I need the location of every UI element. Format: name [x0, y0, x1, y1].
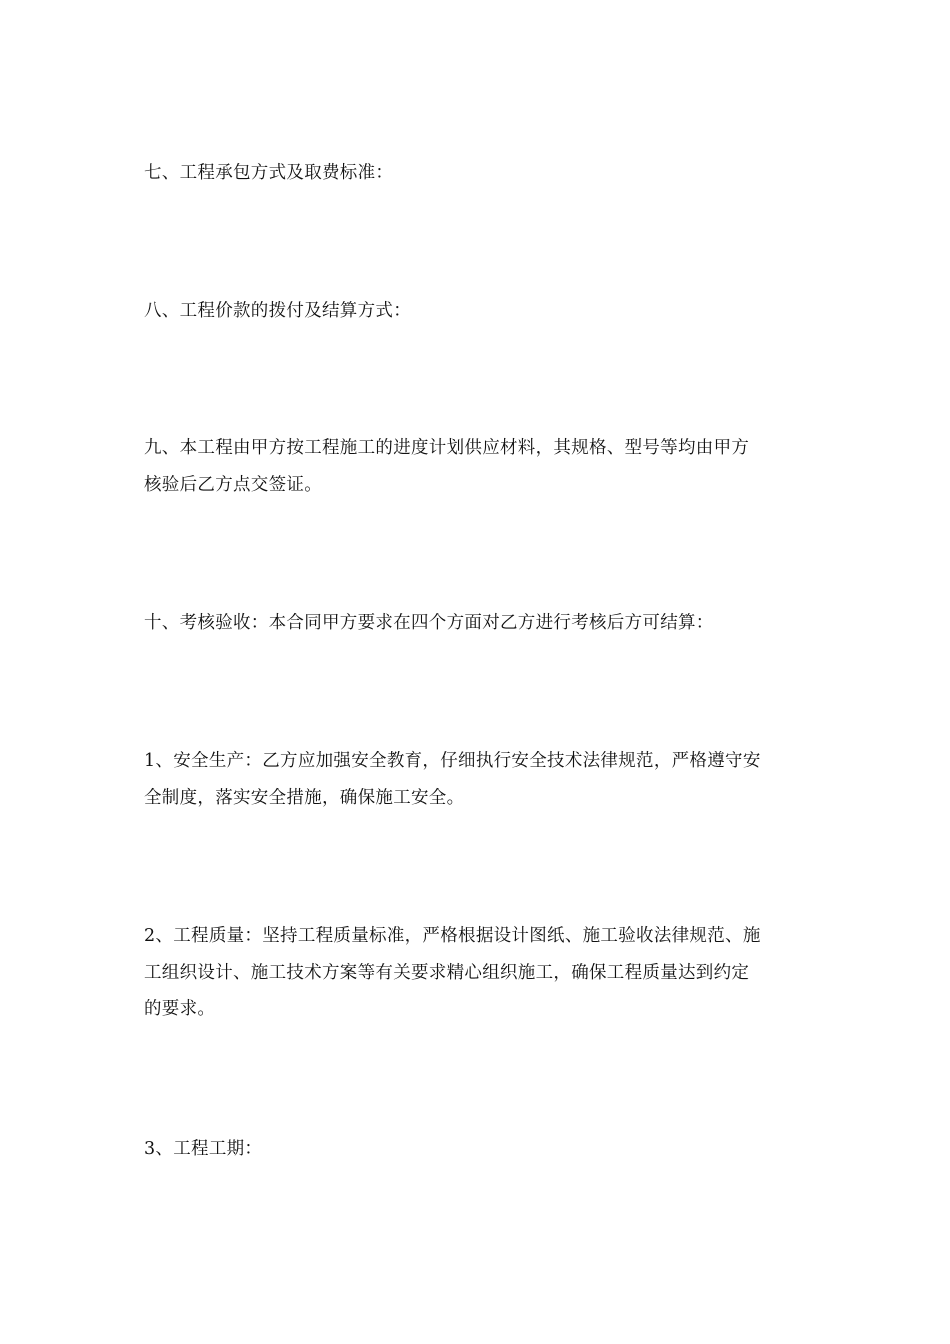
item-3-schedule-heading: 3、工程工期： — [144, 1139, 263, 1159]
clause-10-paragraph: 十、考核验收：本合同甲方要求在四个方面对乙方进行考核后方可结算： — [144, 613, 714, 633]
clause-9-paragraph: 九、本工程由甲方按工程施工的进度计划供应材料，其规格、型号等均由甲方 核验后乙方点交签证。 — [144, 438, 750, 495]
clause-7-heading: 七、工程承包方式及取费标准： — [144, 163, 394, 183]
item-1-safety-paragraph: 1、安全生产：乙方应加强安全教育，仔细执行安全技术法律规范，严格遵守安 全制度，落实安全措施，确保施工安全。 — [144, 751, 761, 808]
item-2-quality-paragraph: 2、工程质量：坚持工程质量标准，严格根据设计图纸、施工验收法律规范、施 工组织设计、施工技术方案等有关要求精心组织施工，确保工程质量达到约定 的要求。 — [144, 926, 761, 1019]
clause-8-heading: 八、工程价款的拨付及结算方式： — [144, 301, 411, 321]
